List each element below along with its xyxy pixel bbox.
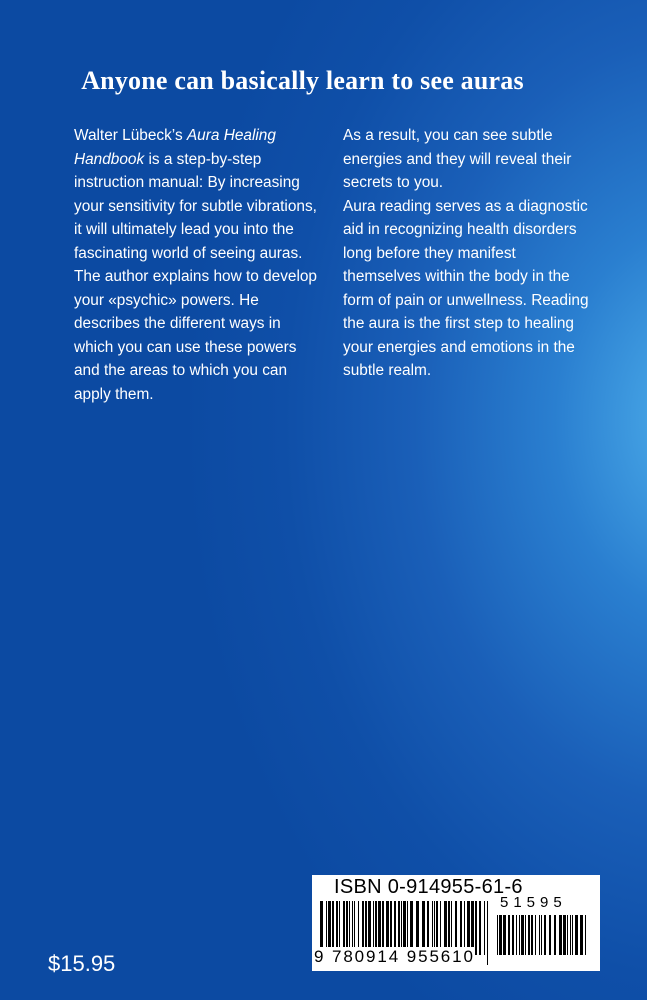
barcode-bar xyxy=(570,915,571,955)
barcode-bar xyxy=(539,915,540,955)
left-body-text: is a step-by-step instruction manual: By increasing your sensitivity for subtle vibrations, it will ultimately lead you into the fascinating world of seeing auras. The author explains how to develop your «psychic» powers. He describes the different ways in which you can use these powers and the areas to which you can apply them. xyxy=(74,150,317,403)
back-cover-heading: Anyone can basically learn to see auras xyxy=(81,66,524,95)
barcode-bar xyxy=(525,915,526,955)
barcode-bar xyxy=(541,915,542,955)
barcode-bar xyxy=(580,915,583,955)
right-paragraph-2: Aura reading serves as a diagnostic aid in recognizing health disorders long before they manifest themselves within the body in the form of pain or unwellness. Reading the aura is the first step to healing your energies and emotions in the subtle realm. xyxy=(343,197,589,379)
barcode-bar xyxy=(528,915,530,955)
barcode-bar xyxy=(567,915,568,955)
addon-digits: 51595 xyxy=(500,894,567,911)
barcode-bar xyxy=(475,901,477,955)
barcode-bar xyxy=(519,915,520,955)
barcode-bar xyxy=(563,915,566,955)
barcode-bar xyxy=(499,915,502,955)
barcode-area xyxy=(312,875,600,971)
addon-barcode-bars xyxy=(497,915,589,965)
barcode-bar xyxy=(508,915,510,955)
barcode-bar xyxy=(503,915,506,955)
left-paragraph xyxy=(74,124,324,406)
barcode-bar xyxy=(544,915,546,955)
barcode-bar xyxy=(487,901,488,965)
barcode-bar xyxy=(572,915,573,955)
ean-digits: 9 780914 955610 xyxy=(314,947,475,966)
barcode-bar xyxy=(521,915,524,955)
right-paragraph-1: As a result, you can see subtle energies and they will reveal their secrets to you. xyxy=(343,127,572,191)
barcode-bar xyxy=(479,901,481,955)
barcode-bar xyxy=(497,915,498,955)
barcode-bar xyxy=(559,915,562,955)
book-title: Aura Healing Handbook xyxy=(74,127,276,168)
isbn-label: ISBN 0-914955-61-6 xyxy=(334,876,523,898)
barcode-bar xyxy=(549,915,551,955)
right-text-column xyxy=(343,124,593,383)
barcode-bar xyxy=(585,915,586,955)
barcode-bar xyxy=(484,901,485,955)
barcode-bar xyxy=(554,915,556,955)
barcode-bar xyxy=(575,915,578,955)
left-text-column xyxy=(74,124,324,406)
price-label: $15.95 xyxy=(48,951,116,976)
barcode-bar xyxy=(516,915,517,955)
author-intro: Walter Lübeck’s xyxy=(74,127,187,144)
barcode-bar xyxy=(535,915,536,955)
barcode-bar xyxy=(512,915,514,955)
barcode-bar xyxy=(531,915,533,955)
